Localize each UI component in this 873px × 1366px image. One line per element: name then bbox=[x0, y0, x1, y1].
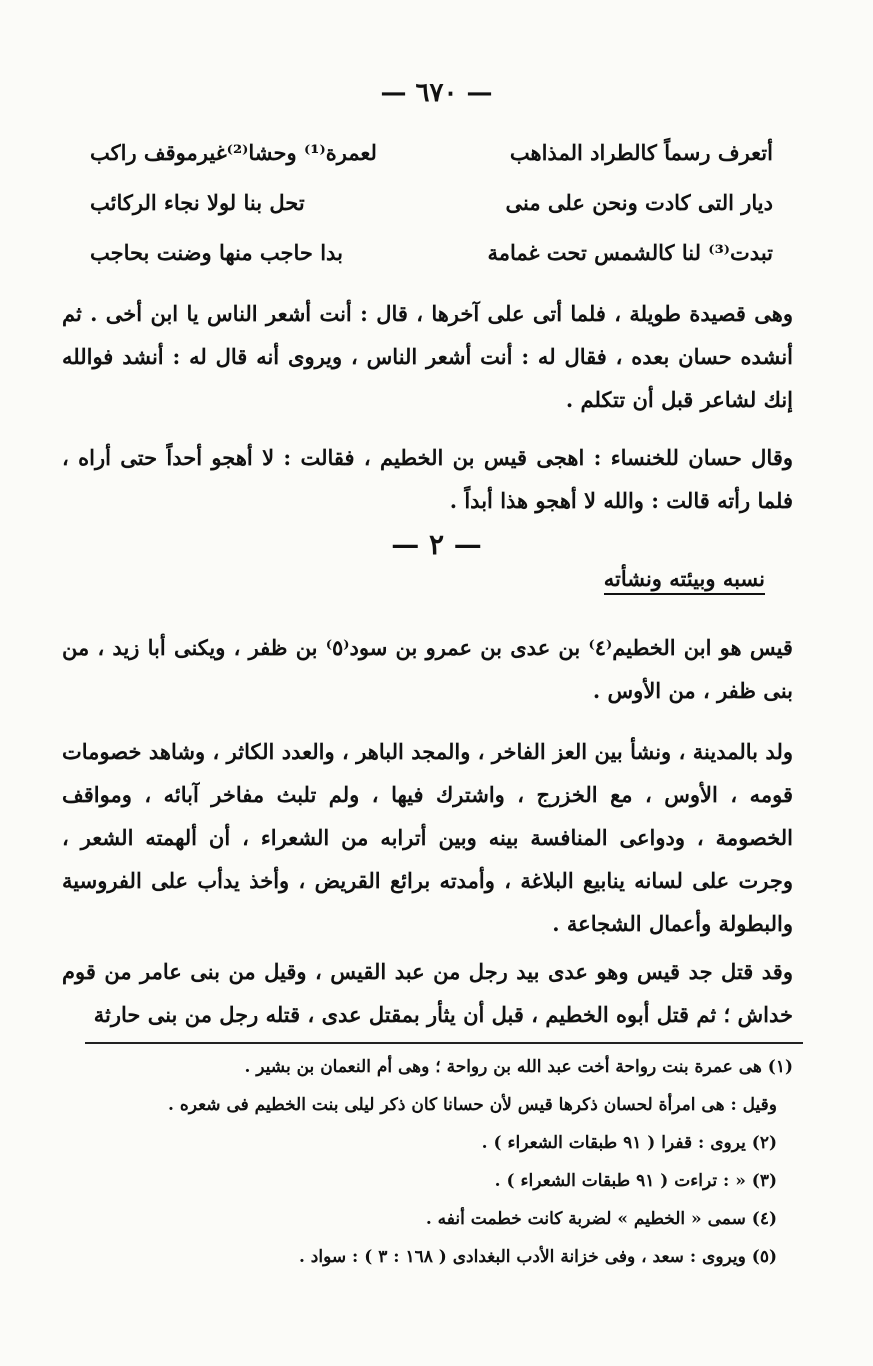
footnote-divider bbox=[85, 1042, 803, 1044]
footnote: (٢) يروى : قفرا ( ٩١ طبقات الشعراء ) . bbox=[481, 1133, 777, 1153]
footnotes bbox=[80, 1048, 793, 1276]
paragraph bbox=[62, 292, 793, 421]
paragraph-text: وهى قصيدة طويلة ، فلما أتى على آخرها ، قال : أنت أشعر الناس يا ابن أخى . ثم أنشده حسان بعده ، فقال له : أنت أشعر الناس ، ويروى أنه قال له : أنشد فوالله إنك لشاعر قبل أن تتكلم . bbox=[62, 301, 793, 412]
verse-second-hemistich: تحل بنا لولا نجاء الركائب bbox=[90, 190, 305, 215]
paragraph-text: ولد بالمدينة ، ونشأ بين العز الفاخر ، والمجد الباهر ، والعدد الكاثر ، وشاهد خصومات قومه ، الأوس ، مع الخزرج ، واشترك فيها ، ولم تلبث مفاخر آبائه ، ومواقف الخصومة ، ودواعى المنافسة بينه وبين أترابه من الشعراء ، أن ألهمته الشعر ، وجرت على لسانه ينابيع البلاغة ، وأمدته برائع القريض ، وأخذ يدأب على الفروسية والبطولة وأعمال الشجاعة . bbox=[62, 739, 793, 936]
verse-second-hemistich: بدا حاجب منها وضنت بحاجب bbox=[90, 240, 343, 265]
footnote-continuation: وقيل : هى امرأة لحسان ذكرها قيس لأن حسانا كان ذكر ليلى بنت الخطيم فى شعره . bbox=[167, 1095, 777, 1115]
verse-first-hemistich: تبدت⁽³⁾ لنا كالشمس تحت غمامة bbox=[487, 240, 773, 265]
paragraph bbox=[62, 436, 793, 522]
poem bbox=[90, 128, 773, 278]
paragraph bbox=[62, 626, 793, 712]
verse-second-hemistich: لعمرة⁽¹⁾ وحشا⁽²⁾غيرموقف راكب bbox=[90, 140, 377, 165]
footnote: (٥) ويروى : سعد ، وفى خزانة الأدب البغدادى ( ١٦٨ : ٣ ) : سواد . bbox=[298, 1247, 777, 1267]
page-number: — ٦٧٠ — bbox=[380, 78, 493, 108]
poem-verse bbox=[90, 178, 773, 228]
poem-verse bbox=[90, 128, 773, 178]
verse-first-hemistich: أتعرف رسماً كالطراد المذاهب bbox=[509, 140, 773, 165]
paragraph bbox=[62, 950, 793, 1036]
section-title: نسبه وبيئته ونشأته bbox=[604, 566, 765, 595]
verse-first-hemistich: ديار التى كادت ونحن على منى bbox=[505, 190, 773, 215]
footnote: (١) هى عمرة بنت رواحة أخت عبد الله بن رواحة ؛ وهى أم النعمان بن بشير . bbox=[244, 1057, 793, 1077]
section-number: — ٢ — bbox=[391, 528, 482, 561]
paragraph-text: وقد قتل جد قيس وهو عدى بيد رجل من عبد القيس ، وقيل من بنى عامر من قوم خداش ؛ ثم قتل أبوه الخطيم ، قبل أن يثأر بمقتل عدى ، قتله رجل من بنى حارثة bbox=[62, 959, 793, 1027]
paragraph-text: وقال حسان للخنساء : اهجى قيس بن الخطيم ، فقالت : لا أهجو أحداً حتى أراه ، فلما رأته قالت : والله لا أهجو هذا أبداً . bbox=[62, 445, 793, 513]
poem-verse bbox=[90, 228, 773, 278]
paragraph bbox=[62, 730, 793, 945]
footnote: (٣) « : تراءت ( ٩١ طبقات الشعراء ) . bbox=[494, 1171, 777, 1191]
footnote: (٤) سمى « الخطيم » لضربة كانت خطمت أنفه . bbox=[425, 1209, 777, 1229]
paragraph-text: قيس هو ابن الخطيم⁽٤⁾ بن عدى بن عمرو بن سود⁽٥⁾ بن ظفر ، ويكنى أبا زيد ، من بنى ظفر ، من الأوس . bbox=[62, 635, 793, 703]
